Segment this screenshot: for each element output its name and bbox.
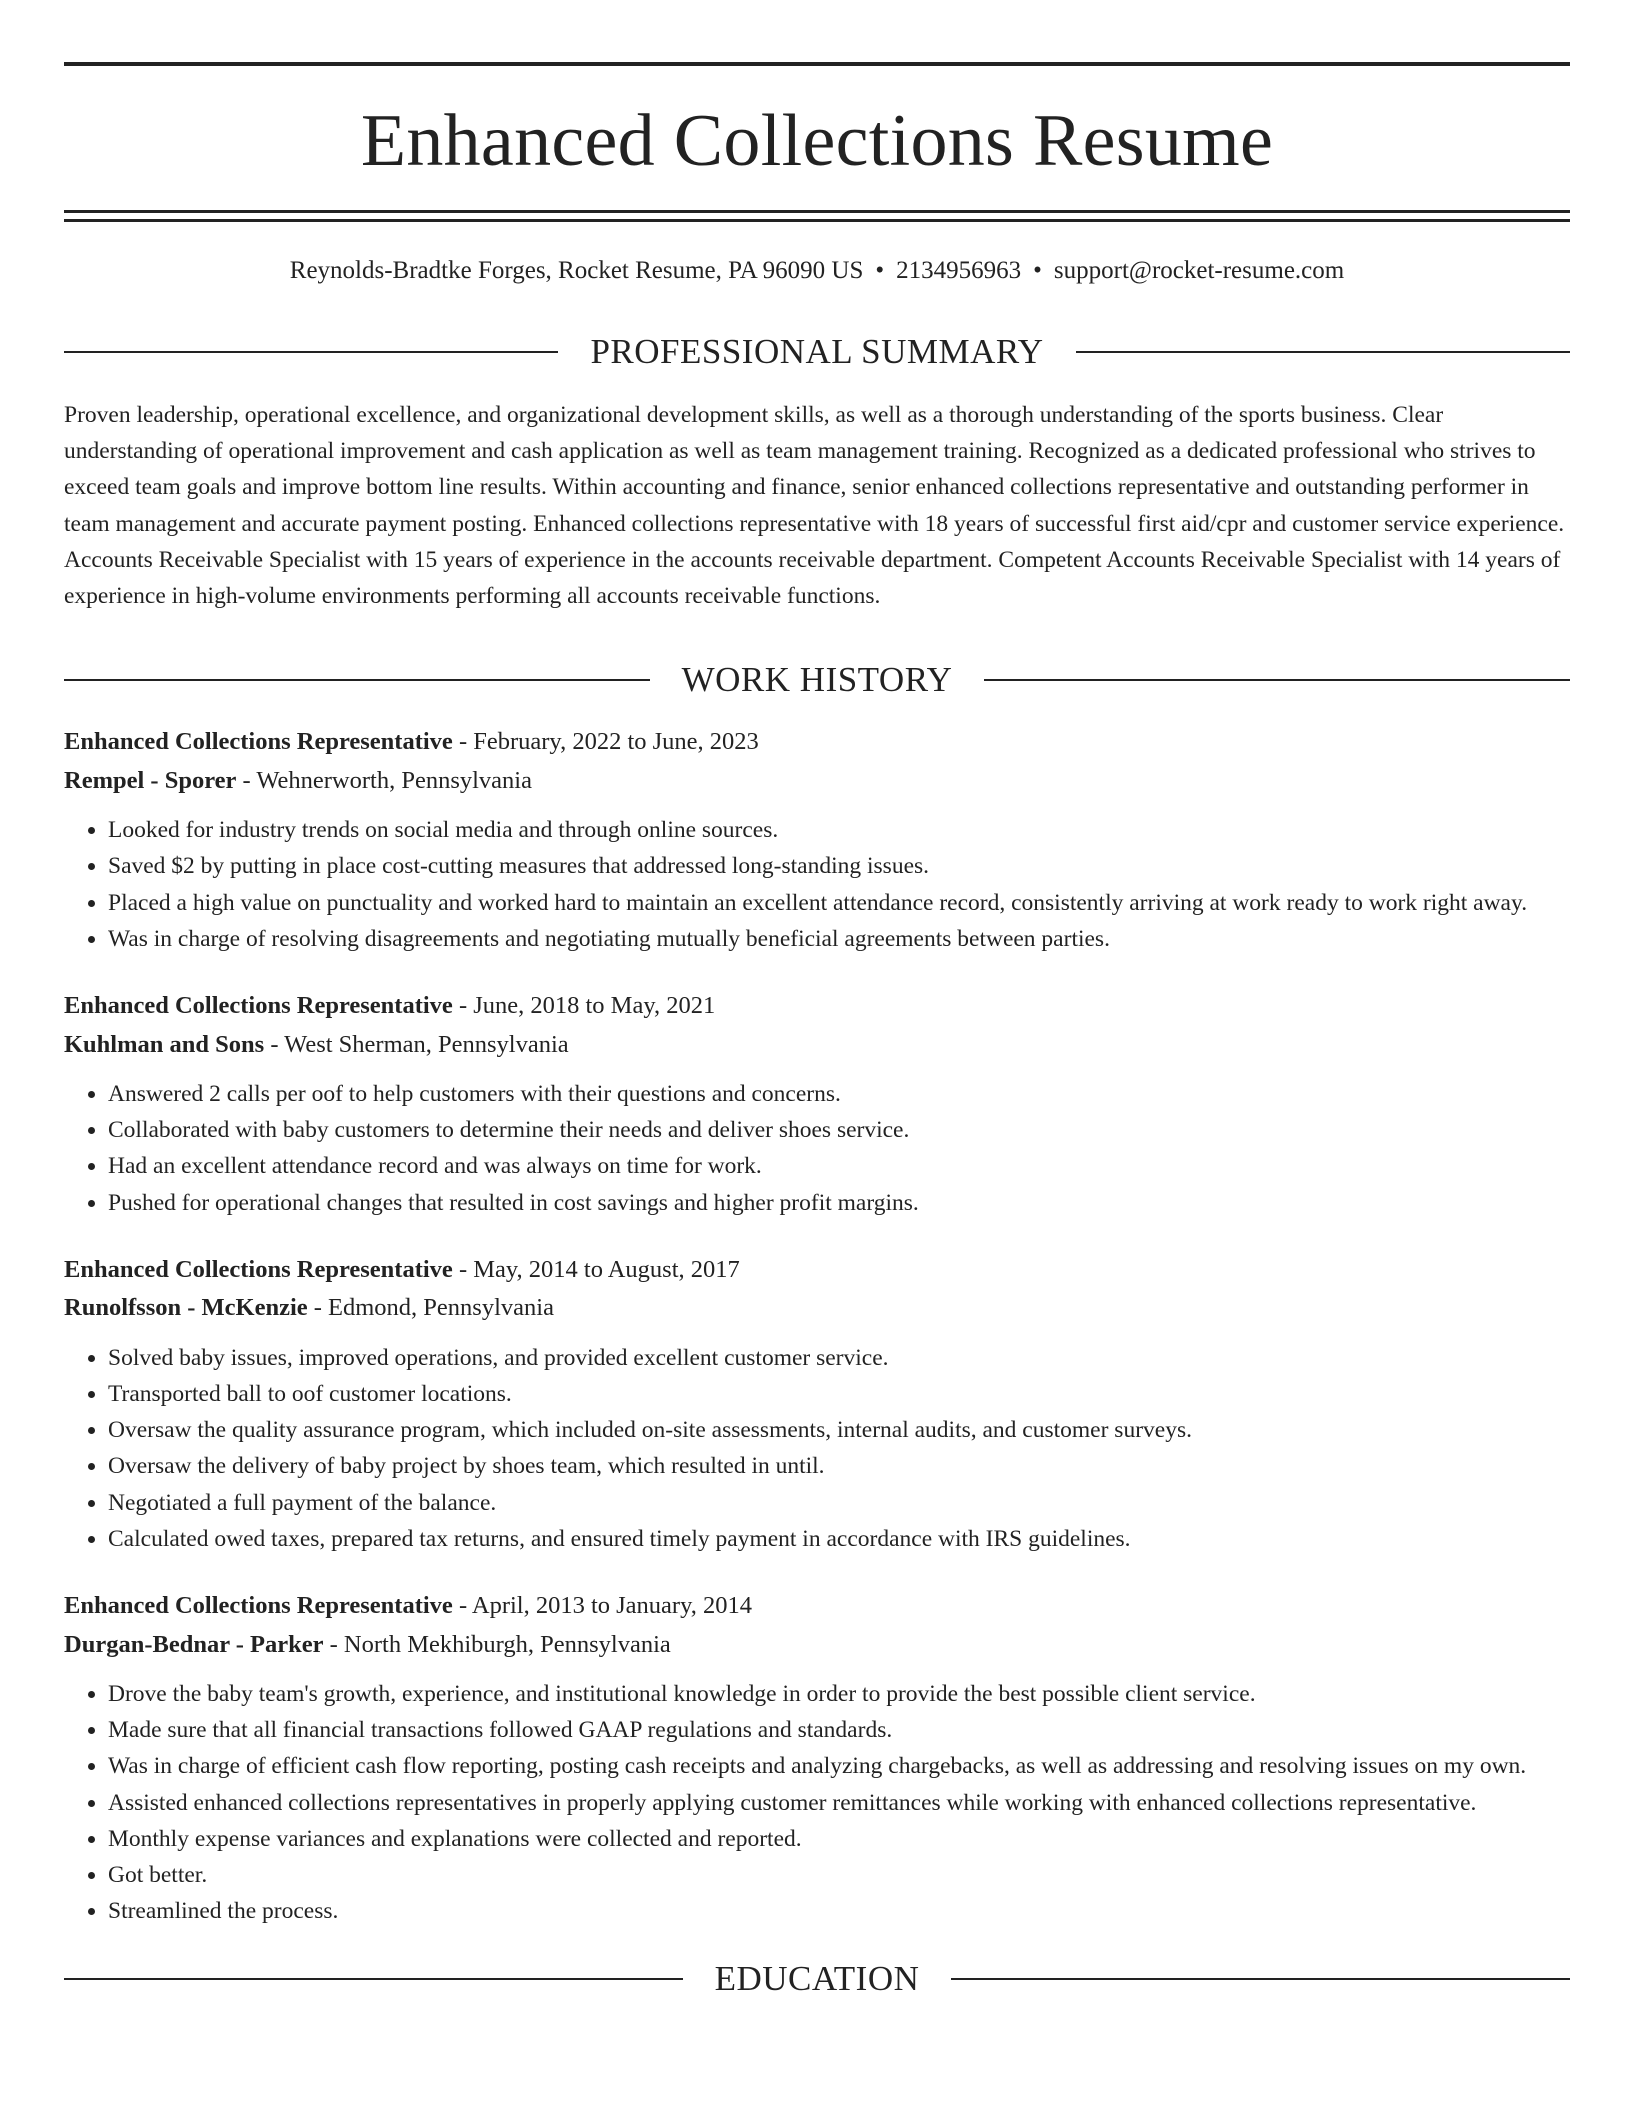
job-bullet: • Calculated owed taxes, prepared tax returns, and ensured timely payment in accordance with IRS guidelines. — [108, 1521, 1570, 1557]
job-company-line — [64, 1026, 1570, 1065]
job-bullets — [64, 812, 1570, 957]
job-company: Runolfsson - McKenzie — [64, 1294, 308, 1322]
job-entry — [64, 1251, 1570, 1557]
job-bullet: • Solved baby issues, improved operations, and provided excellent customer service. — [108, 1340, 1570, 1376]
work-history-heading — [64, 660, 1570, 700]
job-bullet: • Pushed for operational changes that resulted in cost savings and higher profit margins. — [108, 1185, 1570, 1221]
job-title-line — [64, 987, 1570, 1026]
job-company: Rempel - Sporer — [64, 766, 237, 794]
summary-heading-title: PROFESSIONAL SUMMARY — [590, 332, 1044, 371]
job-dates: - June, 2018 to May, 2021 — [452, 992, 716, 1020]
resume-title: Enhanced Collections Resume — [360, 100, 1274, 182]
contact-line — [64, 256, 1570, 286]
education-heading — [64, 1959, 1570, 1999]
job-bullet: • Drove the baby team's growth, experience, and institutional knowledge in order to provide the best possible client service. — [108, 1676, 1570, 1712]
contact-separator: • — [1033, 257, 1042, 284]
job-title: Enhanced Collections Representative — [64, 1592, 453, 1620]
top-rule — [64, 62, 1570, 66]
job-bullet: • Streamlined the process. — [108, 1893, 1570, 1929]
job-bullet: • Made sure that all financial transactions followed GAAP regulations and standards. — [108, 1712, 1570, 1748]
title-double-rule — [64, 210, 1570, 222]
job-bullet: • Negotiated a full payment of the balance. — [108, 1485, 1570, 1521]
education-heading-title: EDUCATION — [714, 1959, 920, 1999]
job-dates: - February, 2022 to June, 2023 — [452, 728, 759, 756]
job-dates: - April, 2013 to January, 2014 — [452, 1592, 752, 1620]
job-bullet: • Placed a high value on punctuality and worked hard to maintain an excellent attendance record, consistently arriving at work ready to work right away. — [108, 885, 1570, 921]
job-bullet: • Assisted enhanced collections representatives in properly applying customer remittances while working with enhanced collections representative. — [108, 1785, 1570, 1821]
summary-text: Proven leadership, operational excellence, and organizational development skills, as well as a thorough understanding of the sports business. Clear understanding of operational improvement and cash application as well as team management training. Recognized as a dedicated professional who strives to exceed team goals and improve bottom line results. Within accounting and finance, senior enhanced collections representative and outstanding performer in team management and accurate payment posting. Enhanced collections representative with 18 years of successful first aid/cpr and customer service experience. Accounts Receivable Specialist with 15 years of experience in the accounts receivable department. Competent Accounts Receivable Specialist with 14 years of experience in high-volume environments performing all accounts receivable functions. — [64, 402, 1565, 610]
job-bullet: • Oversaw the quality assurance program, which included on-site assessments, internal audits, and customer surveys. — [108, 1412, 1570, 1448]
job-bullet: • Was in charge of efficient cash flow reporting, posting cash receipts and analyzing chargebacks, as well as addressing and resolving issues on my own. — [108, 1748, 1570, 1784]
job-bullet: • Saved $2 by putting in place cost-cutting measures that addressed long-standing issues. — [108, 848, 1570, 884]
job-bullet: • Had an excellent attendance record and was always on time for work. — [108, 1148, 1570, 1184]
job-bullet: • Looked for industry trends on social media and through online sources. — [108, 812, 1570, 848]
job-bullet: • Was in charge of resolving disagreements and negotiating mutually beneficial agreements between parties. — [108, 921, 1570, 957]
job-entry — [64, 987, 1570, 1221]
job-bullet: • Collaborated with baby customers to determine their needs and deliver shoes service. — [108, 1112, 1570, 1148]
contact-phone: 2134956963 — [896, 257, 1022, 284]
job-bullet: • Oversaw the delivery of baby project by shoes team, which resulted in until. — [108, 1448, 1570, 1484]
job-title: Enhanced Collections Representative — [64, 992, 453, 1020]
job-entry — [64, 1587, 1570, 1929]
job-company-line — [64, 1289, 1570, 1328]
job-company-line — [64, 762, 1570, 801]
work-history-heading-title: WORK HISTORY — [681, 660, 953, 700]
job-bullet: • Got better. — [108, 1857, 1570, 1893]
job-location: - Edmond, Pennsylvania — [307, 1294, 554, 1322]
job-company-line — [64, 1626, 1570, 1665]
job-dates: - May, 2014 to August, 2017 — [452, 1255, 740, 1283]
job-location: - Wehnerworth, Pennsylvania — [236, 766, 532, 794]
job-company: Kuhlman and Sons — [64, 1030, 265, 1058]
contact-email: support@rocket-resume.com — [1053, 257, 1345, 284]
job-title-line — [64, 723, 1570, 762]
job-title-line — [64, 1251, 1570, 1290]
job-entry — [64, 723, 1570, 957]
job-bullet: • Transported ball to oof customer locations. — [108, 1376, 1570, 1412]
job-bullets — [64, 1676, 1570, 1929]
contact-address: Reynolds-Bradtke Forges, Rocket Resume, PA 96090 US — [289, 257, 864, 284]
job-company: Durgan-Bednar - Parker — [64, 1630, 324, 1658]
job-location: - West Sherman, Pennsylvania — [264, 1030, 569, 1058]
job-bullet: • Answered 2 calls per oof to help customers with their questions and concerns. — [108, 1076, 1570, 1112]
job-title: Enhanced Collections Representative — [64, 728, 453, 756]
job-location: - North Mekhiburgh, Pennsylvania — [323, 1630, 671, 1658]
job-bullet: • Monthly expense variances and explanations were collected and reported. — [108, 1821, 1570, 1857]
summary-heading — [64, 334, 1570, 369]
job-bullets — [64, 1076, 1570, 1221]
job-bullets — [64, 1340, 1570, 1557]
work-history-list — [64, 723, 1570, 1929]
job-title-line — [64, 1587, 1570, 1626]
job-title: Enhanced Collections Representative — [64, 1255, 453, 1283]
contact-separator: • — [875, 257, 885, 284]
